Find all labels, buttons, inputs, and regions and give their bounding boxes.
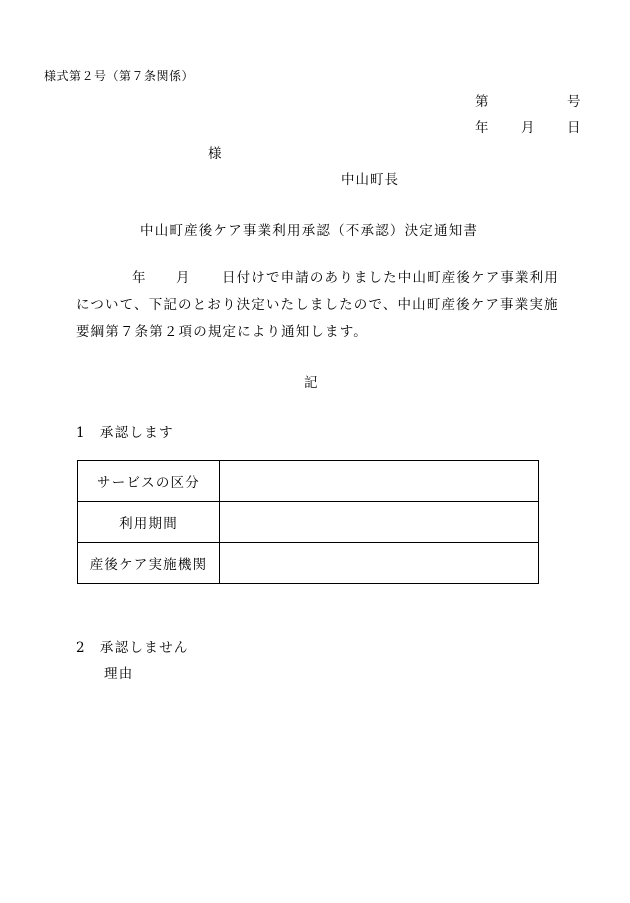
date-year-label: 年 <box>475 120 489 136</box>
section-2-title: 承認しません <box>99 640 189 656</box>
section-2-heading <box>76 642 189 656</box>
care-institution-label: 産後ケア実施機関 <box>78 543 220 584</box>
section-1-heading <box>76 427 174 441</box>
sender-name: 中山町長 <box>341 172 399 188</box>
section-1-title: 承認します <box>99 425 174 441</box>
form-number: 様式第２号（第７条関係） <box>44 69 195 83</box>
section-1-number: 1 <box>76 425 86 441</box>
service-category-label: サービスの区分 <box>78 461 220 502</box>
table-row <box>78 461 539 502</box>
body-line-1-text: 日付けで申請のありました中山町産後ケア事業利用 <box>222 270 559 286</box>
section-2-number: 2 <box>76 640 86 656</box>
table-row <box>78 543 539 584</box>
document-title: 中山町産後ケア事業利用承認（不承認）決定通知書 <box>140 223 479 239</box>
body-line-3: 要綱第７条第２項の規定により通知します。 <box>76 324 368 340</box>
ki-heading: 記 <box>304 375 318 391</box>
care-institution-value <box>220 543 539 584</box>
body-month-label: 月 <box>176 270 191 286</box>
doc-number-suffix: 号 <box>567 94 581 110</box>
addressee-honorific: 様 <box>208 146 222 162</box>
reason-label: 理由 <box>104 666 134 682</box>
body-year-label: 年 <box>132 270 147 286</box>
date-day-label: 日 <box>567 120 581 136</box>
usage-period-value <box>220 502 539 543</box>
table-row <box>78 502 539 543</box>
approval-table <box>77 460 539 584</box>
usage-period-label: 利用期間 <box>78 502 220 543</box>
date-month-label: 月 <box>521 120 535 136</box>
body-line-2: について、下記のとおり決定いたしましたので、中山町産後ケア事業実施 <box>76 297 559 313</box>
service-category-value <box>220 461 539 502</box>
doc-number-prefix: 第 <box>475 94 489 110</box>
